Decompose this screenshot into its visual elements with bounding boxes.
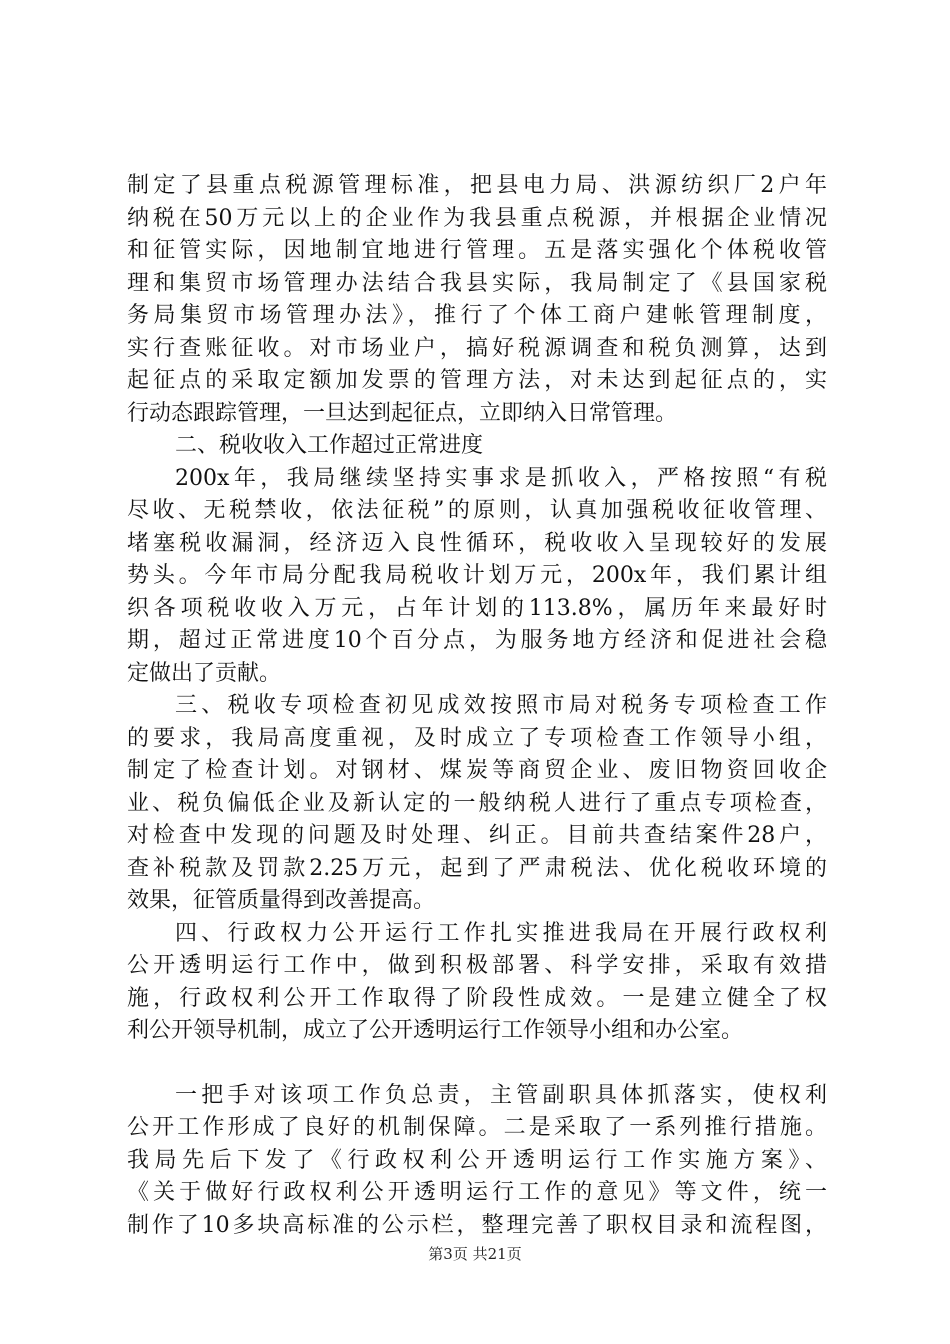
text-line: 纳税在50万元以上的企业作为我县重点税源，并根据企业情况 <box>127 205 827 231</box>
text-line: 尽收、无税禁收，依法征税”的原则，认真加强税收征收管理、 <box>127 498 827 523</box>
text-line: 对检查中发现的问题及时处理、纠正。目前共查结案件28户， <box>127 823 827 848</box>
text-line: 公开工作形成了良好的机制保障。二是采取了一系列推行措施。 <box>127 1115 827 1140</box>
text-line: 制作了10多块高标准的公示栏，整理完善了职权目录和流程图， <box>127 1212 827 1238</box>
text-line: 堵塞税收漏洞，经济迈入良性循环，税收收入呈现较好的发展 <box>127 530 827 556</box>
text-block-main <box>127 170 827 1048</box>
text-line: 二、税收收入工作超过正常进度 <box>175 433 484 458</box>
text-line: 我局先后下发了《行政权利公开透明运行工作实施方案》、 <box>127 1147 827 1173</box>
text-line: 实行查账征收。对市场业户，搞好税源调查和税负测算，达到 <box>127 335 827 361</box>
text-line: 行动态跟踪管理，一旦达到起征点，立即纳入日常管理。 <box>127 400 678 426</box>
text-line: 施，行政权利公开工作取得了阶段性成效。一是建立健全了权 <box>127 985 827 1011</box>
text-line: 期，超过正常进度10个百分点，为服务地方经济和促进社会稳 <box>127 628 827 653</box>
paragraph-gap <box>127 1048 827 1080</box>
text-line: 业、税负偏低企业及新认定的一般纳税人进行了重点专项检查， <box>127 790 827 816</box>
text-line: 200x年，我局继续坚持实事求是抓收入，严格按照“有税 <box>175 465 827 491</box>
text-line: 织各项税收收入万元，占年计划的113.8%，属历年来最好时 <box>127 595 827 621</box>
text-line: 《关于做好行政权利公开透明运行工作的意见》等文件，统一 <box>127 1180 827 1205</box>
text-line: 一把手对该项工作负总责，主管副职具体抓落实，使权利 <box>175 1082 827 1108</box>
text-line: 制定了检查计划。对钢材、煤炭等商贸企业、废旧物资回收企 <box>127 758 827 783</box>
text-line: 起征点的采取定额加发票的管理方法，对未达到起征点的，实 <box>127 368 827 393</box>
text-line: 和征管实际，因地制宜地进行管理。五是落实强化个体税收管 <box>127 238 827 263</box>
text-line: 利公开领导机制，成立了公开透明运行工作领导小组和办公室。 <box>127 1018 744 1043</box>
text-line: 效果，征管质量得到改善提高。 <box>127 888 436 913</box>
page-footer: 第3页 共21页 <box>428 1245 522 1263</box>
text-block-continued <box>127 1080 827 1243</box>
text-line: 定做出了贡献。 <box>127 660 282 686</box>
text-line: 公开透明运行工作中，做到积极部署、科学安排，采取有效措 <box>127 953 827 978</box>
text-line: 四、行政权力公开运行工作扎实推进我局在开展行政权利 <box>175 920 827 946</box>
text-line: 查补税款及罚款2.25万元，起到了严肃税法、优化税收环境的 <box>127 855 827 881</box>
text-line: 制定了县重点税源管理标准，把县电力局、洪源纺织厂2户年 <box>127 173 827 198</box>
document-body <box>127 170 827 1242</box>
text-line: 的要求，我局高度重视，及时成立了专项检查工作领导小组， <box>127 725 827 751</box>
text-line: 三、税收专项检查初见成效按照市局对税务专项检查工作 <box>175 693 827 718</box>
text-line: 势头。今年市局分配我局税收计划万元，200x年，我们累计组 <box>127 563 827 588</box>
text-line: 务局集贸市场管理办法》，推行了个体工商户建帐管理制度， <box>127 303 827 328</box>
text-line: 理和集贸市场管理办法结合我县实际，我局制定了《县国家税 <box>127 270 827 296</box>
